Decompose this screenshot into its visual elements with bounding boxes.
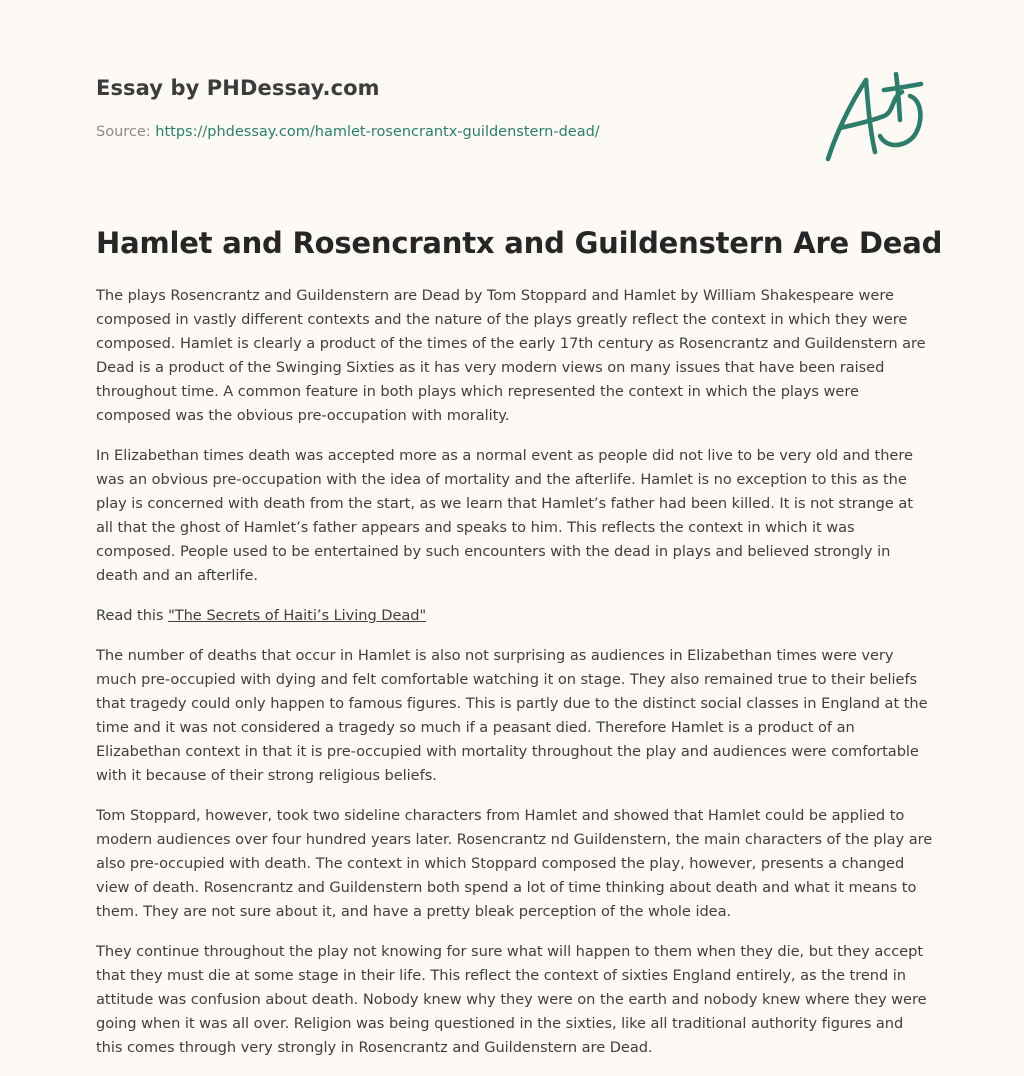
source-link[interactable]: https://phdessay.com/hamlet-rosencrantx-guildenstern-dead/ (155, 124, 600, 140)
essay-paragraph: The plays Rosencrantz and Guildenstern are Dead by Tom Stoppard and Hamlet by William Shakespeare were composed in vastly different contexts and the nature of the plays greatly reflect the context in which they were composed. Hamlet is clearly a product of the times of the early 17th century as Rosencrantz and Guildenstern are Dead is a product of the Swinging Sixties as it has very modern views on many issues that have been raised throughout time. A common feature in both plays which represented the context in which the plays were composed was the obvious pre-occupation with morality. (96, 287, 926, 424)
read-this-line (96, 604, 934, 628)
essay-paragraph: They continue throughout the play not knowing for sure what will happen to them when they die, but they accept that they must die at some stage in their life. This reflect the context of sixties England entirely, as the trend in attitude was confusion about death. Nobody knew why they were on the earth and nobody knew where they were going when it was all over. Religion was being questioned in the sixties, like all traditional authority figures and this comes through very strongly in Rosencrantz and Guildenstern are Dead. (96, 943, 927, 1056)
essay-title: Hamlet and Rosencrantx and Guildenstern Are Dead (96, 226, 943, 260)
source-line (96, 124, 600, 140)
essay-paragraph: The number of deaths that occur in Hamlet is also not surprising as audiences in Elizabethan times were very much pre-occupied with dying and felt comfortable watching it on stage. They also remained true to their beliefs that tragedy could only happen to famous figures. This is partly due to the distinct social classes in England at the time and it was not considered a tragedy so much if a peasant died. Therefore Hamlet is a product of an Elizabethan context in that it is pre-occupied with mortality throughout the play and audiences were comfortable with it because of their strong religious beliefs. (96, 647, 928, 784)
essay-paragraph: In Elizabethan times death was accepted more as a normal event as people did not live to be very old and there was an obvious pre-occupation with the idea of mortality and the afterlife. Hamlet is no exception to this as the play is concerned with death from the start, as we learn that Hamlet’s father had been killed. It is not strange at all that the ghost of Hamlet’s father appears and speaks to him. This reflects the context in which it was composed. People used to be entertained by such encounters with the dead in plays and believed strongly in death and an afterlife. (96, 447, 913, 584)
essay-paragraph: Tom Stoppard, however, took two sideline characters from Hamlet and showed that Hamlet could be applied to modern audiences over four hundred years later. Rosencrantz nd Guildenstern, the main characters of the play are also pre-occupied with death. The context in which Stoppard composed the play, however, presents a changed view of death. Rosencrantz and Guildenstern both spend a lot of time thinking about death and what it means to them. They are not sure about it, and have a pretty bleak perception of the whole idea. (96, 807, 933, 920)
essay-body (96, 284, 934, 1076)
read-this-label: Read this (96, 607, 169, 624)
a-plus-logo-icon (818, 66, 930, 166)
related-essay-link[interactable]: "The Secrets of Haiti’s Living Dead" (168, 607, 427, 624)
source-label: Source: (96, 124, 151, 140)
site-brand: Essay by PHDessay.com (96, 76, 380, 100)
